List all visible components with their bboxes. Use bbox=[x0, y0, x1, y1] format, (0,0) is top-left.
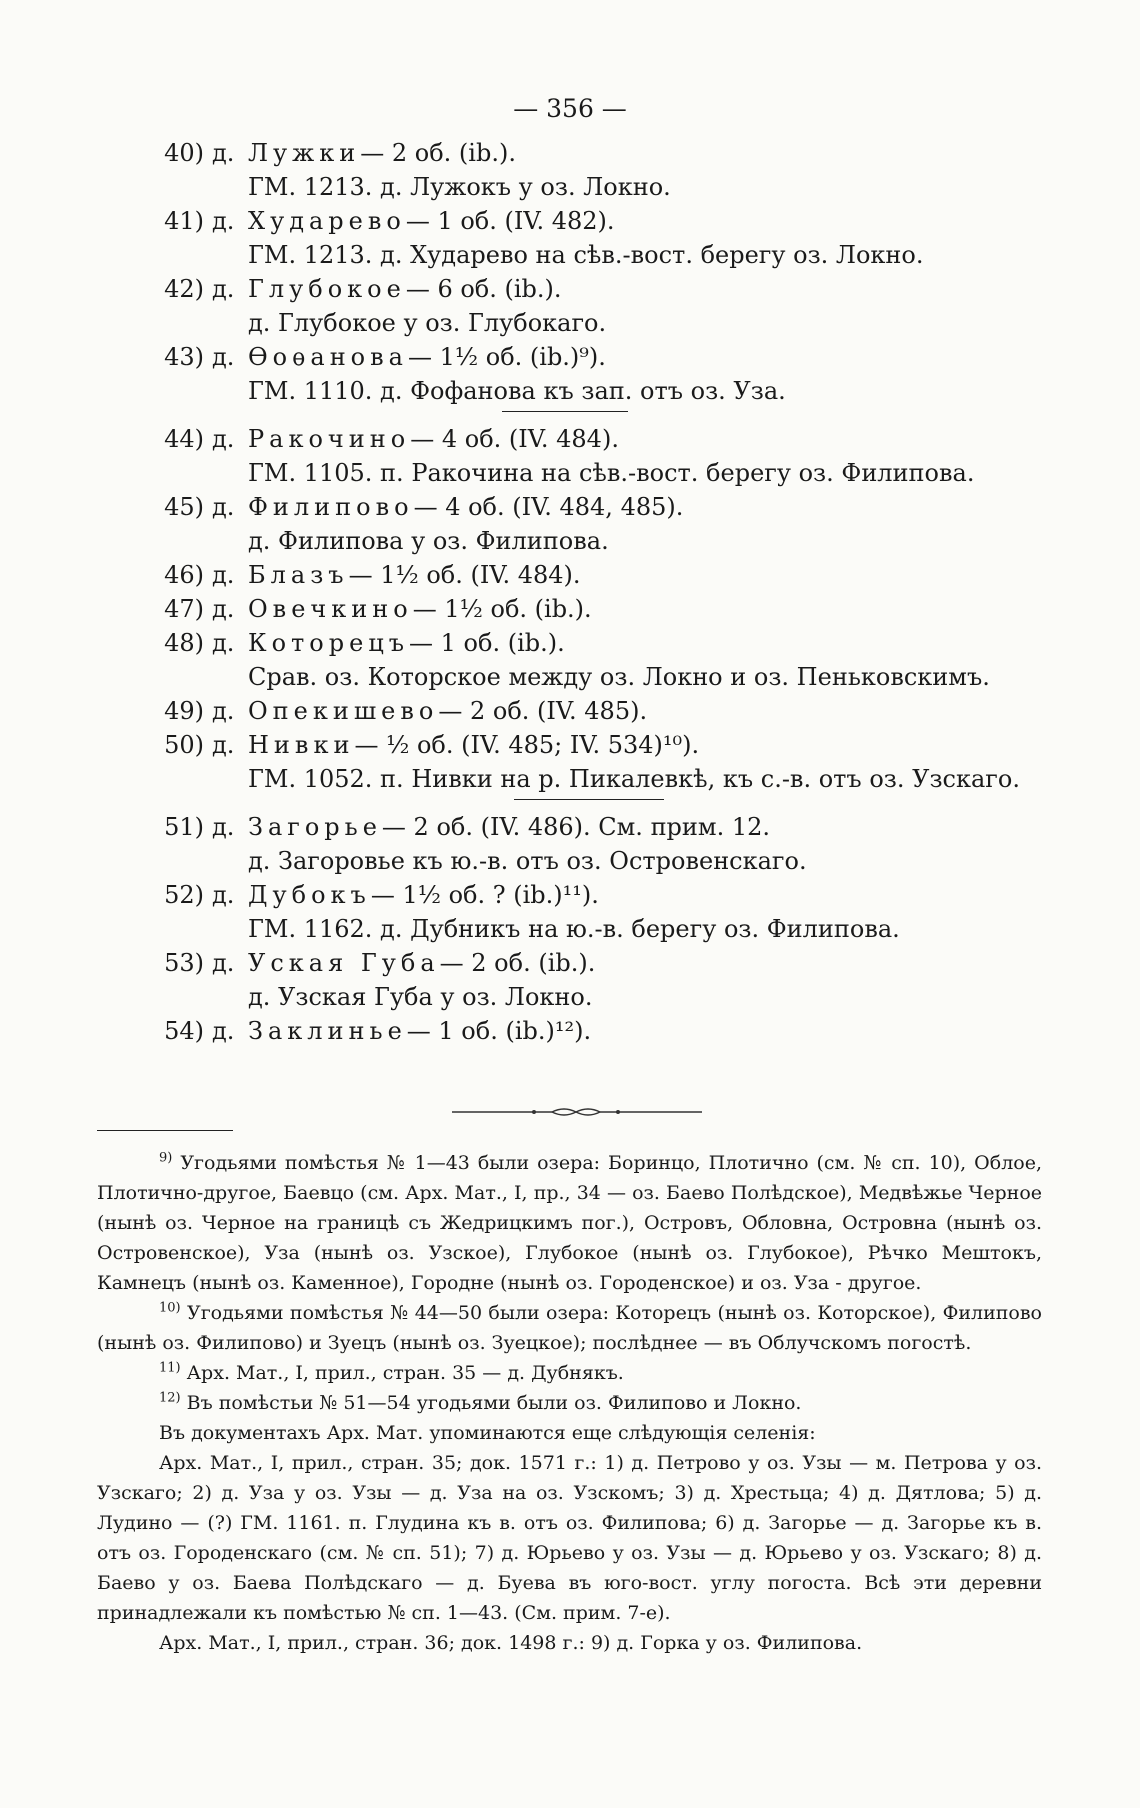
entry-row bbox=[0, 878, 1140, 912]
entry-rest: — 1½ об. (IV. 484). bbox=[348, 561, 581, 589]
footnote-12 bbox=[97, 1388, 1042, 1418]
entry-number: 49) bbox=[164, 697, 204, 725]
entry-number: 52) bbox=[164, 881, 204, 909]
entry-name: Блазъ bbox=[248, 561, 349, 589]
entry-sub-row bbox=[0, 238, 1140, 272]
entry-sub: д. Загоровье къ ю.-в. отъ оз. Островенскаго. bbox=[248, 847, 807, 875]
entry-prefix: д. bbox=[212, 595, 235, 623]
entry-row bbox=[0, 592, 1140, 626]
entry-prefix: д. bbox=[212, 629, 235, 657]
footnote-text: Угодьями помѣстья № 44—50 были озера: Которецъ (нынѣ оз. Которское), Филипово (нынѣ оз. Филипово) и Зуецъ (нынѣ оз. Зуецкое); послѣднее — въ Облучскомъ погостѣ. bbox=[97, 1302, 1042, 1354]
footnote-mark: 11) bbox=[159, 1360, 181, 1376]
entry-prefix: д. bbox=[212, 561, 235, 589]
entry-sub-row bbox=[0, 306, 1140, 340]
entry-rest: — 1 об. (IV. 482). bbox=[405, 207, 615, 235]
entry-prefix: д. bbox=[212, 425, 235, 453]
entry-row bbox=[0, 694, 1140, 728]
entry-rest: — 1½ об. (ib.). bbox=[412, 595, 592, 623]
entry-sub-row bbox=[0, 844, 1140, 878]
entry-sub: ГМ. 1110. д. Фофанова къ зап. отъ оз. Уза. bbox=[248, 377, 786, 405]
footnote-paragraph bbox=[97, 1418, 1042, 1448]
footnote-mark: 9) bbox=[159, 1150, 173, 1166]
footnote-text: Арх. Мат., I, прил., стран. 35 — д. Дубнякъ. bbox=[186, 1362, 624, 1384]
entry-sub-row bbox=[0, 660, 1140, 694]
footnote-10 bbox=[97, 1298, 1042, 1358]
entry-name: Дубокъ bbox=[248, 881, 371, 909]
entry-sub-row bbox=[0, 456, 1140, 490]
entry-rest: — 1½ об. (ib.)⁹). bbox=[407, 343, 606, 371]
entry-row bbox=[0, 490, 1140, 524]
entry-row bbox=[0, 1014, 1140, 1048]
footnote-separator bbox=[97, 1130, 233, 1131]
entry-number: 48) bbox=[164, 629, 204, 657]
entry-name: Которецъ bbox=[248, 629, 410, 657]
entry-name: Овечкино bbox=[248, 595, 413, 623]
footnote-text: Арх. Мат., I, прил., стран. 35; док. 1571 г.: 1) д. Петрово у оз. Узы — м. Петрова у оз. Узскаго; 2) д. Уза у оз. Узы — д. Уза на оз. Узскомъ; 3) д. Хрестьца; 4) д. Дятлова; 5) д. Лудино — (?) ГМ. 1161. п. Глудина къ в. отъ оз. Филипова; 6) д. Загорье — д. Загорье къ в. отъ оз. Городенскаго (см. № сп. 51); 7) д. Юрьево у оз. Узы — д. Юрьево у оз. Узскаго; 8) д. Баево у оз. Баева Полѣдскаго — д. Буева въ юго-вост. углу погоста. Всѣ эти деревни принадлежали къ помѣстью № сп. 1—43. (См. прим. 7-е). bbox=[97, 1452, 1042, 1624]
entry-sub-row bbox=[0, 912, 1140, 946]
entry-name: Загорье bbox=[248, 813, 382, 841]
entry-row bbox=[0, 422, 1140, 456]
entry-name: Нивки bbox=[248, 731, 355, 759]
entry-name: Заклинье bbox=[248, 1017, 407, 1045]
entry-number: 40) bbox=[164, 139, 204, 167]
entry-rest: — ½ об. (IV. 485; IV. 534)¹⁰). bbox=[354, 731, 700, 759]
entry-row bbox=[0, 728, 1140, 762]
entry-rest: — 4 об. (IV. 484, 485). bbox=[413, 493, 684, 521]
entry-prefix: д. bbox=[212, 881, 235, 909]
entry-sub-row bbox=[0, 980, 1140, 1014]
entry-name: Ѳоѳанова bbox=[248, 343, 408, 371]
entry-prefix: д. bbox=[212, 697, 235, 725]
entry-row bbox=[0, 946, 1140, 980]
entry-row bbox=[0, 626, 1140, 660]
entry-number: 42) bbox=[164, 275, 204, 303]
entry-prefix: д. bbox=[212, 275, 235, 303]
entry-sub: ГМ. 1213. д. Хударево на сѣв.-вост. берегу оз. Локно. bbox=[248, 241, 924, 269]
entry-prefix: д. bbox=[212, 343, 235, 371]
section-divider bbox=[514, 799, 664, 800]
entry-number: 41) bbox=[164, 207, 204, 235]
entries-list bbox=[0, 136, 1140, 1048]
entry-rest: — 2 об. (ib.). bbox=[439, 949, 596, 977]
section-divider bbox=[502, 411, 628, 412]
entry-row bbox=[0, 204, 1140, 238]
entry-row bbox=[0, 272, 1140, 306]
entry-sub: ГМ. 1162. д. Дубникъ на ю.-в. берегу оз. Филипова. bbox=[248, 915, 900, 943]
entry-sub: д. Глубокое у оз. Глубокаго. bbox=[248, 309, 607, 337]
entry-sub: Срав. оз. Которское между оз. Локно и оз. Пеньковскимъ. bbox=[248, 663, 990, 691]
footnote-11 bbox=[97, 1358, 1042, 1388]
entry-rest: — 2 об. (ib.). bbox=[360, 139, 516, 167]
entry-prefix: д. bbox=[212, 731, 235, 759]
entry-sub: ГМ. 1105. п. Ракочина на сѣв.-вост. берегу оз. Филипова. bbox=[248, 459, 975, 487]
entry-number: 50) bbox=[164, 731, 204, 759]
entry-number: 51) bbox=[164, 813, 204, 841]
entry-sub-row bbox=[0, 762, 1140, 796]
entry-name: Хударево bbox=[248, 207, 406, 235]
entry-number: 45) bbox=[164, 493, 204, 521]
entry-number: 43) bbox=[164, 343, 204, 371]
entry-number: 47) bbox=[164, 595, 204, 623]
entry-sub: д. Филипова у оз. Филипова. bbox=[248, 527, 609, 555]
footnote-mark: 10) bbox=[159, 1300, 181, 1316]
entry-row bbox=[0, 136, 1140, 170]
entry-sub-row bbox=[0, 374, 1140, 408]
footnote-paragraph bbox=[97, 1448, 1042, 1628]
entry-name: Опекишево bbox=[248, 697, 439, 725]
entry-prefix: д. bbox=[212, 207, 235, 235]
entry-sub-row bbox=[0, 170, 1140, 204]
entry-prefix: д. bbox=[212, 493, 235, 521]
entry-rest: — 2 об. (IV. 486). См. прим. 12. bbox=[381, 813, 771, 841]
footnotes bbox=[97, 1148, 1042, 1658]
entry-row bbox=[0, 810, 1140, 844]
footnote-text: Въ документахъ Арх. Мат. упоминаются еще слѣдующія селенія: bbox=[159, 1422, 816, 1444]
entry-number: 44) bbox=[164, 425, 204, 453]
footnote-9 bbox=[97, 1148, 1042, 1298]
entry-prefix: д. bbox=[212, 139, 235, 167]
entry-rest: — 4 об. (IV. 484). bbox=[410, 425, 619, 453]
ornament-divider-icon bbox=[452, 1106, 702, 1118]
entry-name: Лужки bbox=[248, 139, 361, 167]
entry-prefix: д. bbox=[212, 949, 235, 977]
entry-rest: — 2 об. (IV. 485). bbox=[438, 697, 648, 725]
footnote-text: Въ помѣстьи № 51—54 угодьями были оз. Филипово и Локно. bbox=[186, 1392, 802, 1414]
entry-row bbox=[0, 558, 1140, 592]
entry-prefix: д. bbox=[212, 1017, 235, 1045]
entry-prefix: д. bbox=[212, 813, 235, 841]
footnote-paragraph bbox=[97, 1628, 1042, 1658]
entry-rest: — 1 об. (ib.). bbox=[409, 629, 565, 657]
page-number: — 356 — bbox=[513, 94, 627, 123]
entry-rest: — 6 об. (ib.). bbox=[405, 275, 562, 303]
entry-number: 53) bbox=[164, 949, 204, 977]
entry-rest: — 1½ об. ? (ib.)¹¹). bbox=[370, 881, 599, 909]
entry-sub: ГМ. 1213. д. Лужокъ у оз. Локно. bbox=[248, 173, 671, 201]
entry-rest: — 1 об. (ib.)¹²). bbox=[406, 1017, 592, 1045]
entry-name: Ракочино bbox=[248, 425, 411, 453]
entry-name: Филипово bbox=[248, 493, 414, 521]
entry-sub: д. Узская Губа у оз. Локно. bbox=[248, 983, 593, 1011]
entry-number: 46) bbox=[164, 561, 204, 589]
entry-name: Глубокое bbox=[248, 275, 406, 303]
entry-row bbox=[0, 340, 1140, 374]
entry-name: Уская Губа bbox=[248, 949, 440, 977]
entry-sub: ГМ. 1052. п. Нивки на р. Пикалевкѣ, къ с.-в. отъ оз. Узскаго. bbox=[248, 765, 1020, 793]
footnote-text: Угодьями помѣстья № 1—43 были озера: Боринцо, Плотично (см. № сп. 10), Облое, Плотично-другое, Баевцо (см. Арх. Мат., I, пр., 34 — оз. Баево Полѣдское), Медвѣжье Черное (нынѣ оз. Черное на границѣ съ Жедрицкимъ пог.), Островъ, Обловна, Островна (нынѣ оз. Островенское), Уза (нынѣ оз. Узское), Глубокое (нынѣ оз. Глубокое), Рѣчко Мештокъ, Камнецъ (нынѣ оз. Каменное), Городне (нынѣ оз. Городенское) и оз. Уза - другое. bbox=[97, 1152, 1042, 1294]
footnote-text: Арх. Мат., I, прил., стран. 36; док. 1498 г.: 9) д. Горка у оз. Филипова. bbox=[159, 1632, 863, 1654]
footnote-mark: 12) bbox=[159, 1390, 181, 1406]
entry-sub-row bbox=[0, 524, 1140, 558]
entry-number: 54) bbox=[164, 1017, 204, 1045]
